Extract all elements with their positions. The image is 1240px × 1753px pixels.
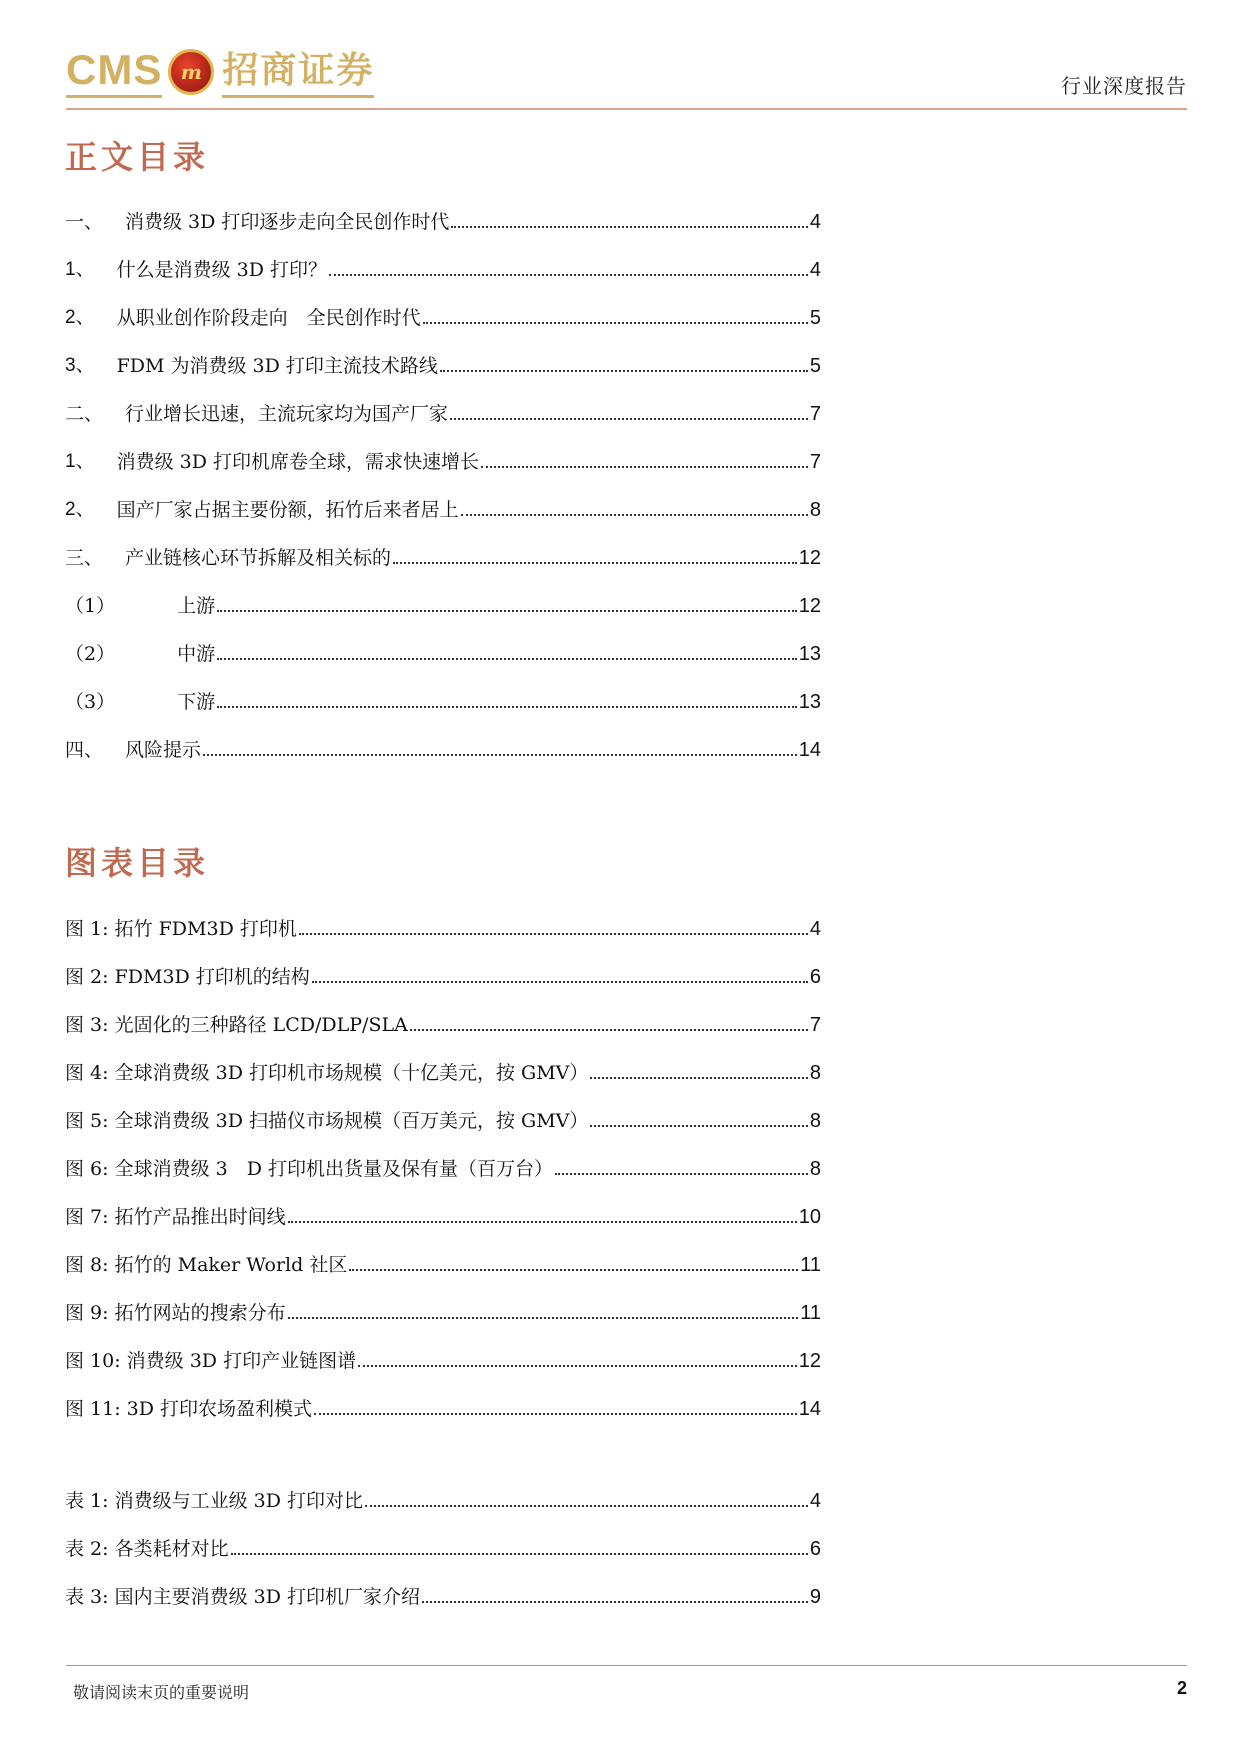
toc-entry-label: 从职业创作阶段走向 全民创作时代 [116,307,421,329]
dot-leader [288,1317,799,1319]
dot-leader [203,754,797,756]
dot-leader [288,1221,797,1223]
toc-entry-label: 什么是消费级 3D 打印？ [116,259,327,281]
toc-entry-page: 12 [798,595,821,617]
figure-entry-page: 11 [800,1302,821,1324]
figure-entry-label: 全球消费级 3D 打印机市场规模（十亿美元，按 GMV） [114,1062,589,1084]
toc-entry-page: 4 [809,259,821,281]
toc-entry-number: 1、 [65,451,95,472]
toc-entry-number: （1） [65,595,116,617]
toc-entry-page: 8 [809,499,821,521]
toc-entry-page: 7 [809,451,821,473]
dot-leader [440,370,808,372]
page-number: 2 [1176,1678,1187,1698]
toc-entry-label: FDM 为消费级 3D 打印主流技术路线 [116,355,438,377]
figure-entry-page: 8 [809,1062,821,1084]
figure-entry-number: 图 10: [65,1350,121,1372]
toc-entry[interactable] [65,685,821,715]
toc-entry-number: 二、 [65,403,104,425]
figure-entry-label: 拓竹 FDM3D 打印机 [114,918,297,940]
dot-leader [555,1173,808,1175]
toc-entry-page: 13 [798,643,821,665]
dot-leader [365,1505,808,1507]
figure-entry-number: 图 11: [65,1398,121,1420]
dot-leader [329,274,808,276]
figure-entry-label: 全球消费级 3 D 打印机出货量及保有量（百万台） [114,1158,553,1180]
logo-text-latin: CMS [66,47,162,98]
logo-emblem-icon: m [168,49,214,95]
figure-entry-label: FDM3D 打印机的结构 [114,966,310,988]
dot-leader [450,418,808,420]
figures-index-title: 图表目录 [65,844,210,882]
table-entry-number: 表 3: [65,1586,109,1608]
figure-entry-label: 拓竹产品推出时间线 [114,1206,286,1228]
toc-entry-number: 2、 [65,499,95,520]
toc-entry-number: （3） [65,691,116,713]
dot-leader [461,514,808,516]
table-entry-label: 消费级与工业级 3D 打印对比 [114,1490,363,1512]
figure-entry[interactable] [65,1008,821,1038]
toc-entry[interactable] [65,205,821,235]
footer-divider [66,1665,1187,1666]
toc-entry-label: 行业增长迅速，主流玩家均为国产厂家 [125,403,449,425]
figure-entry-number: 图 4: [65,1062,109,1084]
toc-entry-number: 1、 [65,259,95,280]
figure-entry[interactable] [65,1392,821,1422]
figure-entry-page: 12 [798,1350,821,1372]
dot-leader [423,322,808,324]
figure-entry-label: 3D 打印农场盈利模式 [126,1398,313,1420]
figure-entry[interactable] [65,912,821,942]
toc-entry-label: 国产厂家占据主要份额，拓竹后来者居上 [116,499,459,521]
figure-entry[interactable] [65,1296,821,1326]
figure-entry-label: 拓竹网站的搜索分布 [114,1302,286,1324]
toc-entry-page: 12 [798,547,821,569]
footer-disclaimer-notice: 敬请阅读末页的重要说明 [73,1683,250,1702]
table-entry-number: 表 1: [65,1490,109,1512]
figure-entry-page: 6 [809,966,821,988]
toc-entry-number: 3、 [65,355,95,376]
figure-entry-page: 11 [800,1254,821,1276]
figure-entry-number: 图 3: [65,1014,109,1036]
dot-leader [217,610,797,612]
figure-entry[interactable] [65,1152,821,1182]
toc-entry[interactable] [65,733,821,763]
table-entry[interactable] [65,1532,821,1562]
toc-entry[interactable] [65,493,821,523]
header-divider [66,108,1187,110]
figure-entry-page: 7 [809,1014,821,1036]
table-entry[interactable] [65,1580,821,1610]
toc-entry[interactable] [65,637,821,667]
toc-entry-number: 一、 [65,211,104,233]
toc-entry[interactable] [65,445,821,475]
company-logo [66,44,374,100]
toc-entry[interactable] [65,541,821,571]
figure-entry-number: 图 5: [65,1110,109,1132]
toc-entry-page: 4 [809,211,821,233]
toc-entry[interactable] [65,301,821,331]
dot-leader [393,562,797,564]
toc-entry-label: 消费级 3D 打印机席卷全球，需求快速增长 [116,451,479,473]
toc-entry[interactable] [65,253,821,283]
dot-leader [358,1365,797,1367]
figure-entry-number: 图 1: [65,918,109,940]
toc-entry-label: 消费级 3D 打印逐步走向全民创作时代 [125,211,450,233]
toc-entry-label: 风险提示 [125,739,202,761]
toc-entry-page: 5 [809,355,821,377]
dot-leader [590,1125,808,1127]
dot-leader [314,1413,797,1415]
dot-leader [422,1601,808,1603]
dot-leader [299,933,808,935]
toc-entry[interactable] [65,397,821,427]
dot-leader [217,658,797,660]
figure-entry[interactable] [65,1104,821,1134]
figure-entry-page: 8 [809,1158,821,1180]
table-entry-number: 表 2: [65,1538,109,1560]
toc-entry-page: 14 [798,739,821,761]
figure-entry-label: 光固化的三种路径 LCD/DLP/SLA [114,1014,408,1036]
table-entry[interactable] [65,1484,821,1514]
toc-entry-page: 5 [809,307,821,329]
figure-entry[interactable] [65,1200,821,1230]
dot-leader [349,1269,798,1271]
figure-entry-number: 图 6: [65,1158,109,1180]
dot-leader [410,1029,808,1031]
figure-entry-page: 14 [798,1398,821,1420]
figure-entry-number: 图 2: [65,966,109,988]
toc-entry-number: 2、 [65,307,95,328]
toc-entry-number: 四、 [65,739,104,761]
toc-entry-label: 下游 [177,691,216,713]
toc-entry-number: （2） [65,643,116,665]
toc-entry-page: 7 [809,403,821,425]
logo-text-chinese: 招商证券 [222,47,374,98]
toc-entry[interactable] [65,349,821,379]
table-entry-page: 4 [809,1490,821,1512]
toc-entry-page: 13 [798,691,821,713]
toc-entry[interactable] [65,589,821,619]
dot-leader [451,226,807,228]
figure-entry-number: 图 7: [65,1206,109,1228]
dot-leader [312,981,808,983]
report-type-label: 行业深度报告 [1061,74,1187,98]
figure-entry-number: 图 8: [65,1254,109,1276]
dot-leader [231,1553,808,1555]
figure-entry[interactable] [65,960,821,990]
dot-leader [217,706,797,708]
toc-title: 正文目录 [65,138,210,176]
figure-entry[interactable] [65,1056,821,1086]
dot-leader [481,466,808,468]
toc-entry-label: 产业链核心环节拆解及相关标的 [125,547,392,569]
figure-entry-label: 全球消费级 3D 扫描仪市场规模（百万美元，按 GMV） [114,1110,589,1132]
figure-entry-page: 8 [809,1110,821,1132]
dot-leader [590,1077,808,1079]
figure-entry[interactable] [65,1248,821,1278]
toc-entry-number: 三、 [65,547,104,569]
figure-entry-number: 图 9: [65,1302,109,1324]
toc-entry-label: 上游 [177,595,216,617]
table-entry-page: 6 [809,1538,821,1560]
figure-entry-page: 10 [798,1206,821,1228]
figure-entry[interactable] [65,1344,821,1374]
figure-entry-label: 消费级 3D 打印产业链图谱 [126,1350,357,1372]
table-entry-label: 国内主要消费级 3D 打印机厂家介绍 [114,1586,420,1608]
table-entry-label: 各类耗材对比 [114,1538,229,1560]
figure-entry-page: 4 [809,918,821,940]
table-entry-page: 9 [809,1586,821,1608]
toc-entry-label: 中游 [177,643,216,665]
figure-entry-label: 拓竹的 Maker World 社区 [114,1254,348,1276]
